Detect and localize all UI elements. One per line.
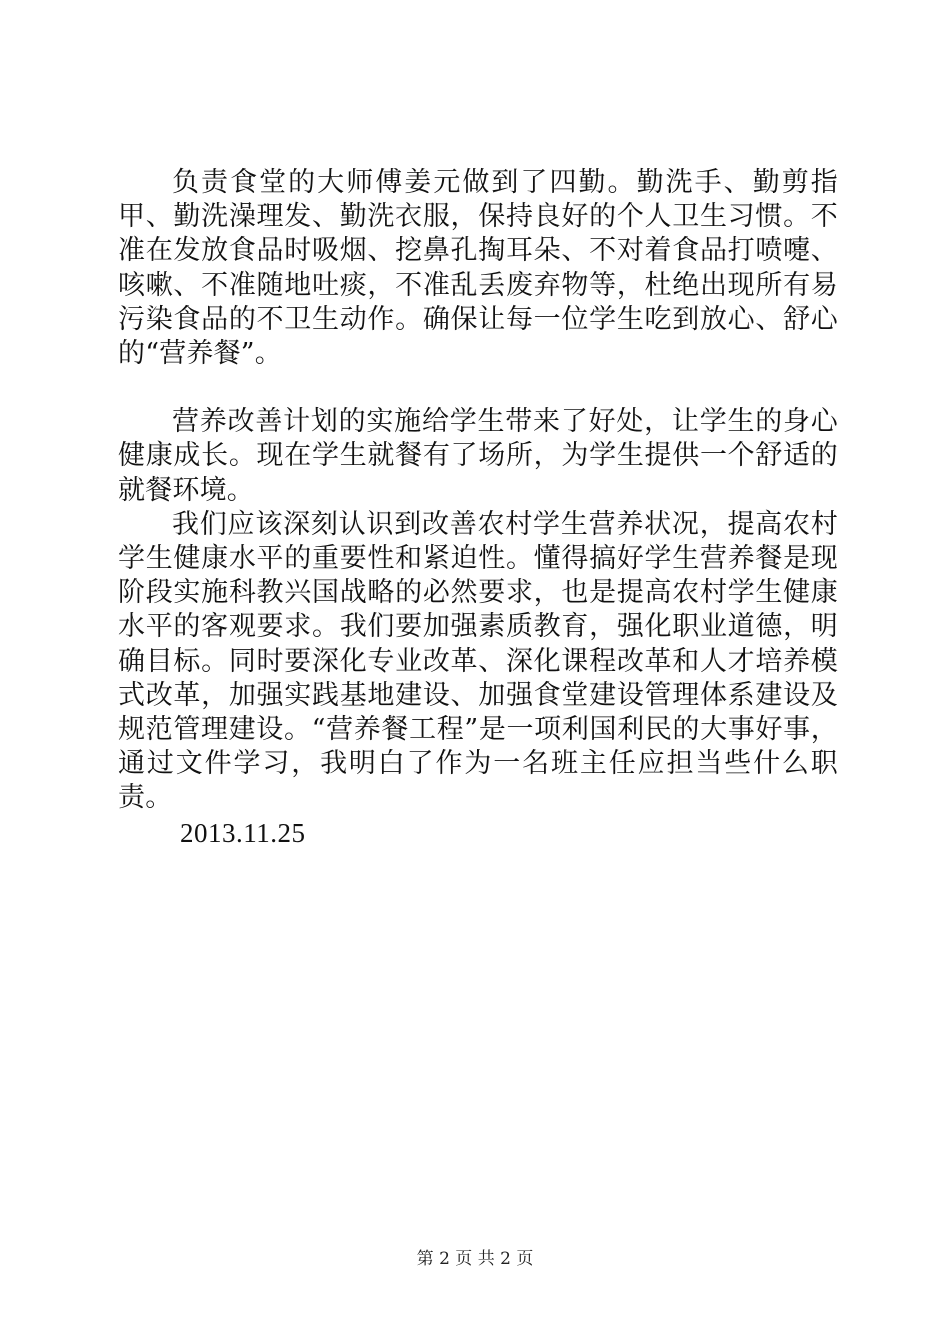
- document-body: [118, 166, 838, 850]
- paragraph-gap: [118, 371, 838, 405]
- document-date: 2013.11.25: [180, 817, 306, 848]
- page-number-footer: 第 2 页 共 2 页: [416, 1249, 534, 1269]
- paragraph-reflection: 我们应该深刻认识到改善农村学生营养状况，提高农村学生健康水平的重要性和紧迫性。懂得搞好学生营养餐是现阶段实施科教兴国战略的必然要求，也是提高农村学生健康水平的客观要求。我们要加强素质教育，强化职业道德，明确目标。同时要深化专业改革、深化课程改革和人才培养模式改革，加强实践基地建设、加强食堂建设管理体系建设及规范管理建设。“营养餐工程”是一项利国利民的大事好事，通过文件学习，我明白了作为一名班主任应担当些什么职责。: [118, 508, 838, 814]
- paragraph-canteen-hygiene: 负责食堂的大师傅姜元做到了四勤。勤洗手、勤剪指甲、勤洗澡理发、勤洗衣服，保持良好的个人卫生习惯。不准在发放食品时吸烟、挖鼻孔掏耳朵、不对着食品打喷嚏、咳嗽、不准随地吐痰，不准乱丢废弃物等，杜绝出现所有易污染食品的不卫生动作。确保让每一位学生吃到放心、舒心的“营养餐”。: [118, 167, 838, 370]
- paragraph-nutrition-plan: 营养改善计划的实施给学生带来了好处，让学生的身心健康成长。现在学生就餐有了场所，为学生提供一个舒适的就餐环境。: [118, 406, 838, 506]
